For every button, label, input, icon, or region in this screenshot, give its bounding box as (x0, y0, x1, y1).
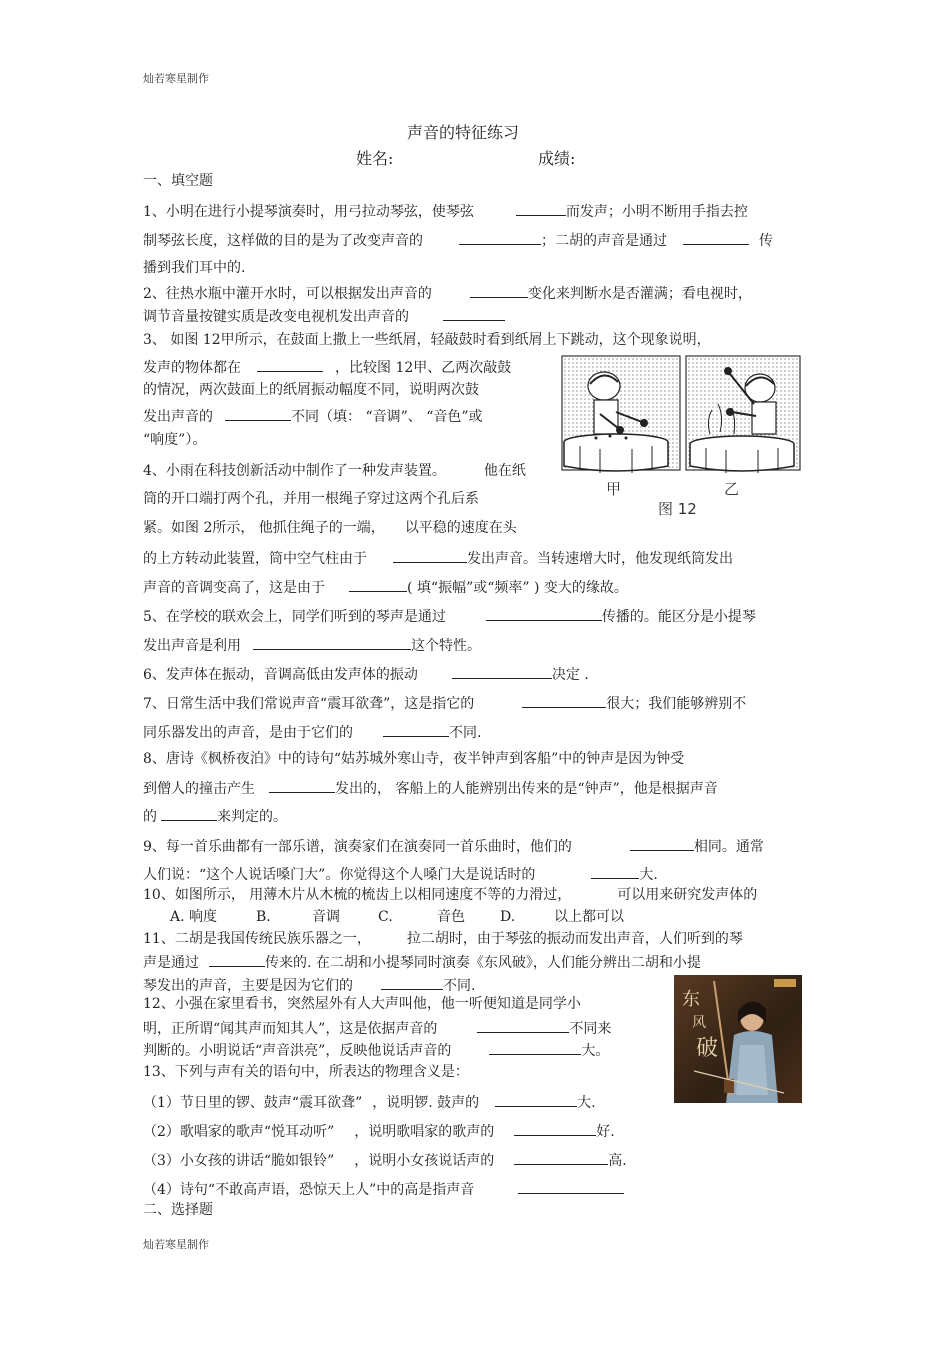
q1-blank-3[interactable] (683, 230, 749, 245)
figure-12-drum (560, 354, 802, 524)
q9-blank-2[interactable] (591, 864, 639, 879)
q4-text-d: 以平稳的速度在头 (404, 520, 517, 536)
q13-blank-4[interactable] (518, 1179, 624, 1194)
q1-text-e: 传 (759, 233, 773, 249)
q13-blank-1[interactable] (495, 1092, 577, 1107)
figure-12-label-yi: 乙 (724, 480, 740, 498)
q9-text-a: 9、每一首乐曲都有一部乐谱，演奏家们在演奏同一首乐曲时，他们的 (143, 839, 572, 855)
q9-text-c: 人们说：“这个人说话嗓门大”。你觉得这个人嗓门大是说话时的 (143, 867, 536, 883)
q13-sub1-b: ，说明锣. 鼓声的 (372, 1095, 480, 1111)
q4-line3 (143, 519, 517, 537)
q11-line2 (143, 952, 701, 972)
page-header: 灿若寒星制作 (143, 72, 209, 85)
figure-12-label-jia: 甲 (606, 480, 622, 498)
q7-text-b: 很大；我们能够辨别不 (606, 696, 747, 712)
q4-line1 (143, 462, 526, 480)
q8-line2 (143, 778, 718, 798)
album-title-char-2: 风 (692, 1015, 706, 1031)
q13-blank-2[interactable] (514, 1121, 596, 1136)
q10-option-b-letter[interactable]: B. (256, 909, 271, 925)
q11-text-d: 传来的. 在二胡和小提琴同时演奏《东风破》，人们能分辨出二胡和小提 (265, 955, 701, 971)
q3-text-b: ，比较图 12甲、乙两次敲鼓 (335, 360, 512, 376)
q2-text-b: 变化来判断水是否灌满；看电视时， (527, 286, 752, 302)
q11-text-a: 11、二胡是我国传统民族乐器之一， (143, 931, 371, 947)
q1-line1 (143, 201, 748, 221)
q13-sub1-c: 大. (577, 1095, 596, 1111)
q4-text-f: 发出声音。当转速增大时，他发现纸筒发出 (467, 551, 733, 567)
page-footer: 灿若寒星制作 (143, 1238, 209, 1251)
q7-line2 (143, 722, 481, 742)
q13-sub2-a: （2）歌唱家的歌声“悦耳动听” (143, 1124, 335, 1140)
q12-text-b: 不同来 (569, 1021, 612, 1037)
q4-line4 (143, 548, 733, 568)
q1-blank-2[interactable] (459, 230, 541, 245)
q3-text-d: 不同（填： “音调”、 “音色”或 (291, 409, 483, 425)
q13-sub4 (143, 1179, 624, 1199)
q8-text-b: 发出的， 客船上的人能辨别出传来的是“钟声”，他是根据声音 (335, 781, 718, 797)
q2-text-a: 2、往热水瓶中灌开水时，可以根据发出声音的 (143, 286, 432, 302)
q4-text-g: 声音的音调变高了，这是由于 (143, 580, 325, 596)
q1-blank-1[interactable] (516, 201, 566, 216)
q3-line2 (143, 357, 511, 377)
q4-line2: 筒的开口端打两个孔，并用一根绳子穿过这两个孔后系 (143, 491, 479, 507)
q7-blank-1[interactable] (522, 693, 606, 708)
q6-text-b: 决定 . (551, 667, 589, 683)
q12-text-d: 大。 (581, 1043, 610, 1059)
q13-sub2-c: 好. (596, 1124, 615, 1140)
q13-intro: 13、下列与声有关的语句中，所表达的物理含义是： (143, 1064, 469, 1080)
q4-blank-2[interactable] (349, 577, 407, 592)
q4-text-c: 紧。如图 2所示， 他抓住绳子的一端， (143, 520, 385, 536)
q1-text-c: 制琴弦长度，这样做的目的是为了改变声音的 (143, 233, 423, 249)
q1-text-b: 而发声；小明不断用手指去控 (565, 204, 748, 220)
q2-line2 (143, 306, 505, 326)
q2-text-c: 调节音量按键实质是改变电视机发出声音的 (143, 309, 409, 325)
q5-blank-1[interactable] (486, 606, 602, 621)
q10-text-a: 10、如图所示， 用薄木片从木梳的梳齿上以相同速度不等的力滑过， (143, 887, 572, 903)
q7-text-d: 不同. (449, 725, 482, 741)
q9-text-b: 相同。通常 (693, 839, 764, 855)
q8-line3 (143, 806, 287, 826)
q8-text-c: 的 (143, 809, 157, 825)
q8-blank-1[interactable] (269, 778, 335, 793)
q12-line3 (143, 1040, 609, 1060)
q8-blank-2[interactable] (161, 806, 217, 821)
q10-text-b: 可以用来研究发声体的 (617, 887, 758, 903)
q3-line3: 的情况，两次鼓面上的纸屑振动幅度不同，说明两次鼓 (143, 382, 479, 398)
q11-text-e: 琴发出的声音，主要是因为它们的 (143, 978, 353, 994)
album-title-char-1: 东 (682, 989, 700, 1010)
q4-blank-1[interactable] (393, 548, 467, 563)
q3-text-a: 发声的物体都在 (143, 360, 241, 376)
q7-blank-2[interactable] (383, 722, 449, 737)
q3-line5: “响度”）。 (143, 432, 207, 448)
section-multiple-choice: 二、选择题 (143, 1202, 213, 1218)
q5-line2 (143, 635, 481, 655)
q5-blank-2[interactable] (253, 635, 411, 650)
q12-text-a: 明，正所谓“闻其声而知其人”，这是依据声音的 (143, 1021, 438, 1037)
q3-line4 (143, 406, 483, 426)
q4-text-b: 他在纸 (483, 463, 526, 479)
q12-line2 (143, 1018, 611, 1038)
q10-option-c[interactable]: 音色 (437, 909, 465, 925)
q5-text-c: 发出声音是利用 (143, 638, 241, 654)
q9-line2 (143, 864, 658, 884)
figure-12-caption: 图 12 (658, 500, 697, 518)
name-label: 姓名: (356, 149, 394, 168)
q13-sub1 (143, 1092, 596, 1112)
q1-text-a: 1、小明在进行小提琴演奏时，用弓拉动琴弦，使琴弦 (143, 204, 474, 220)
q2-blank-2[interactable] (443, 306, 505, 321)
q12-text-c: 判断的。小明说话“声音洪亮”，反映他说话声音的 (143, 1043, 452, 1059)
album-title-char-3: 破 (696, 1036, 719, 1061)
q10-option-b[interactable]: 音调 (312, 909, 340, 925)
q7-text-a: 7、日常生活中我们常说声音“震耳欲聋”，这是指它的 (143, 696, 475, 712)
q10-option-d-letter[interactable]: D. (500, 909, 516, 925)
score-label: 成绩: (538, 149, 576, 168)
q10-option-c-letter[interactable]: C. (378, 909, 393, 925)
q6-text-a: 6、发声体在振动，音调高低由发声体的振动 (143, 667, 418, 683)
q1-line2 (143, 230, 773, 250)
q4-line5 (143, 577, 628, 597)
q10-option-a[interactable]: A. 响度 (170, 909, 218, 925)
q7-text-c: 同乐器发出的声音，是由于它们的 (143, 725, 353, 741)
q11-blank-2[interactable] (381, 975, 443, 990)
q5-text-d: 这个特性。 (411, 638, 481, 654)
q5-line1 (143, 606, 756, 626)
q12-line1: 12、小强在家里看书，突然屋外有人大声叫他，他一听便知道是同学小 (143, 996, 581, 1012)
q5-text-a: 5、在学校的联欢会上，同学们听到的琴声是通过 (143, 609, 446, 625)
q7-line1 (143, 693, 746, 713)
q4-text-a: 4、小雨在科技创新活动中制作了一种发声装置。 (143, 463, 446, 479)
q1-text-d: ；二胡的声音是通过 (541, 233, 667, 249)
q4-text-h: ( 填“振幅”或“频率” ) 变大的缘故。 (407, 580, 628, 596)
q1-line3: 播到我们耳中的. (143, 260, 246, 276)
q3-line1: 3、 如图 12甲所示，在鼓面上撒上一些纸屑，轻敲鼓时看到纸屑上下跳动，这个现象说明， (143, 332, 711, 348)
q11-text-c: 声是通过 (143, 955, 199, 971)
q8-text-a: 到僧人的撞击产生 (143, 781, 255, 797)
q6-blank[interactable] (452, 664, 552, 679)
q2-line1 (143, 283, 752, 303)
q11-line1 (143, 930, 743, 948)
q13-sub3-a: （3）小女孩的讲话“脆如银铃” (143, 1153, 335, 1169)
q5-text-b: 传播的。能区分是小提琴 (601, 609, 756, 625)
q12-blank-1[interactable] (477, 1018, 569, 1033)
q3-text-c: 发出声音的 (143, 409, 213, 425)
q11-line3 (143, 975, 475, 995)
q13-sub3-c: 高. (608, 1153, 627, 1169)
q13-sub1-a: （1）节日里的锣、鼓声“震耳欲聋” (143, 1095, 363, 1111)
q11-text-b: 拉二胡时，由于琴弦的振动而发出声音，人们听到的琴 (406, 931, 743, 947)
q13-sub2 (143, 1121, 615, 1141)
q8-line1: 8、唐诗《枫桥夜泊》中的诗句“姑苏城外寒山寺，夜半钟声到客船”中的钟声是因为钟受 (143, 751, 685, 767)
q10-option-d[interactable]: 以上都可以 (554, 909, 624, 925)
q13-blank-3[interactable] (514, 1150, 608, 1165)
q9-line1 (143, 836, 764, 856)
q12-blank-2[interactable] (489, 1040, 581, 1055)
section-fill-blank: 一、填空题 (143, 173, 213, 189)
q3-blank-2[interactable] (225, 406, 291, 421)
q2-blank-1[interactable] (470, 283, 528, 298)
q13-sub2-b: ，说明歌唱家的歌声的 (354, 1124, 495, 1140)
page-title: 声音的特征练习 (407, 123, 520, 142)
q11-text-f: 不同. (443, 978, 476, 994)
q13-sub3-b: ，说明小女孩说话声的 (354, 1153, 495, 1169)
q3-blank-1[interactable] (257, 357, 323, 372)
q13-sub3 (143, 1150, 627, 1170)
album-cover-image (674, 975, 802, 1103)
erhu-album-illustration (674, 975, 802, 1103)
q4-text-e: 的上方转动此装置，筒中空气柱由于 (143, 551, 367, 567)
q9-blank-1[interactable] (630, 836, 694, 851)
q8-text-d: 来判定的。 (217, 809, 287, 825)
q6-line (143, 664, 589, 684)
q10-line1 (143, 886, 757, 904)
q11-blank-1[interactable] (209, 952, 265, 967)
q13-sub4-a: （4）诗句“不敢高声语，恐惊天上人”中的高是指声音 (143, 1182, 475, 1198)
q9-text-d: 大. (639, 867, 658, 883)
